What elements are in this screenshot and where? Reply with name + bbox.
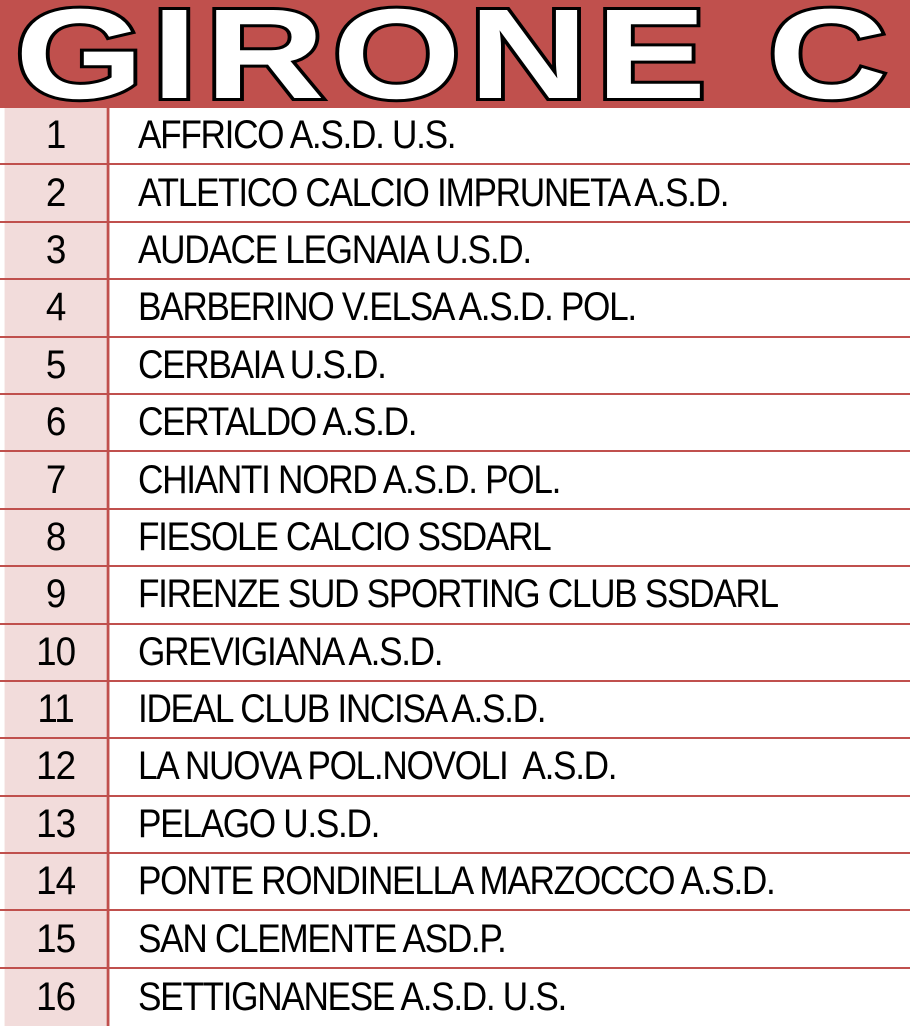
team-number: 1 bbox=[45, 113, 66, 158]
team-number: 5 bbox=[45, 342, 66, 387]
team-number: 15 bbox=[36, 916, 76, 961]
team-name: ATLETICO CALCIO IMPRUNETA A.S.D. bbox=[138, 170, 729, 215]
team-name-cell bbox=[114, 797, 910, 852]
table-row bbox=[0, 510, 910, 567]
team-number-cell bbox=[5, 338, 110, 393]
team-name-cell bbox=[114, 911, 910, 966]
table-row bbox=[0, 682, 910, 739]
team-number-cell bbox=[5, 452, 110, 507]
table-row bbox=[0, 338, 910, 395]
team-number-cell bbox=[5, 911, 110, 966]
team-number: 4 bbox=[45, 285, 66, 330]
team-name: IDEAL CLUB INCISA A.S.D. bbox=[138, 687, 546, 732]
team-number-cell bbox=[5, 625, 110, 680]
team-name-cell bbox=[114, 510, 910, 565]
table-row bbox=[0, 625, 910, 682]
team-name: CERTALDO A.S.D. bbox=[138, 400, 417, 445]
team-name: PELAGO U.S.D. bbox=[138, 801, 380, 846]
team-name: CERBAIA U.S.D. bbox=[138, 342, 386, 387]
team-name: FIESOLE CALCIO SSDARL bbox=[138, 514, 551, 559]
table-row bbox=[0, 739, 910, 796]
team-number: 12 bbox=[36, 744, 76, 789]
team-number: 9 bbox=[45, 572, 66, 617]
team-name-cell bbox=[114, 223, 910, 278]
team-name-cell bbox=[114, 165, 910, 220]
table-row bbox=[0, 567, 910, 624]
team-number: 2 bbox=[45, 170, 66, 215]
team-name: SETTIGNANESE A.S.D. U.S. bbox=[138, 975, 566, 1020]
team-name: PONTE RONDINELLA MARZOCCO A.S.D. bbox=[138, 859, 775, 904]
team-name-cell bbox=[114, 854, 910, 909]
team-name-cell bbox=[114, 338, 910, 393]
team-number-cell bbox=[5, 165, 110, 220]
team-name: LA NUOVA POL.NOVOLI A.S.D. bbox=[138, 744, 617, 789]
team-number-cell bbox=[5, 969, 110, 1026]
team-number-cell bbox=[5, 854, 110, 909]
team-name: AFFRICO A.S.D. U.S. bbox=[138, 113, 456, 158]
group-title: GIRONE C bbox=[15, 0, 896, 108]
group-title-graphic bbox=[0, 0, 910, 108]
teams-table bbox=[0, 108, 910, 1018]
team-name-cell bbox=[114, 682, 910, 737]
table-row bbox=[0, 797, 910, 854]
team-name: AUDACE LEGNAIA U.S.D. bbox=[138, 227, 531, 272]
team-number-cell bbox=[5, 797, 110, 852]
team-number-cell bbox=[5, 739, 110, 794]
team-number-cell bbox=[5, 108, 110, 163]
team-number-cell bbox=[5, 567, 110, 622]
team-name-cell bbox=[114, 567, 910, 622]
table-row bbox=[0, 452, 910, 509]
team-name: CHIANTI NORD A.S.D. POL. bbox=[138, 457, 561, 502]
table-row bbox=[0, 165, 910, 222]
team-name-cell bbox=[114, 395, 910, 450]
table-row bbox=[0, 969, 910, 1026]
team-name-cell bbox=[114, 625, 910, 680]
team-number: 8 bbox=[45, 514, 66, 559]
team-name-cell bbox=[114, 280, 910, 335]
team-name: SAN CLEMENTE ASD.P. bbox=[138, 916, 506, 961]
team-number-cell bbox=[5, 395, 110, 450]
team-number-cell bbox=[5, 280, 110, 335]
table-row bbox=[0, 108, 910, 165]
team-number: 14 bbox=[36, 859, 76, 904]
group-header bbox=[0, 0, 910, 108]
team-number: 13 bbox=[36, 801, 76, 846]
team-number-cell bbox=[5, 223, 110, 278]
team-number: 10 bbox=[36, 629, 76, 674]
team-name: BARBERINO V.ELSA A.S.D. POL. bbox=[138, 285, 636, 330]
team-name-cell bbox=[114, 969, 910, 1026]
team-number-cell bbox=[5, 682, 110, 737]
table-row bbox=[0, 223, 910, 280]
team-number-cell bbox=[5, 510, 110, 565]
team-name: FIRENZE SUD SPORTING CLUB SSDARL bbox=[138, 572, 778, 617]
team-number: 7 bbox=[45, 457, 66, 502]
team-name: GREVIGIANA A.S.D. bbox=[138, 629, 443, 674]
team-number: 11 bbox=[37, 687, 74, 732]
team-name-cell bbox=[114, 452, 910, 507]
team-name-cell bbox=[114, 739, 910, 794]
team-number: 3 bbox=[45, 227, 66, 272]
table-row bbox=[0, 280, 910, 337]
table-row bbox=[0, 854, 910, 911]
team-number: 6 bbox=[45, 400, 66, 445]
table-row bbox=[0, 911, 910, 968]
team-number: 16 bbox=[36, 975, 76, 1020]
table-row bbox=[0, 395, 910, 452]
team-name-cell bbox=[114, 108, 910, 163]
